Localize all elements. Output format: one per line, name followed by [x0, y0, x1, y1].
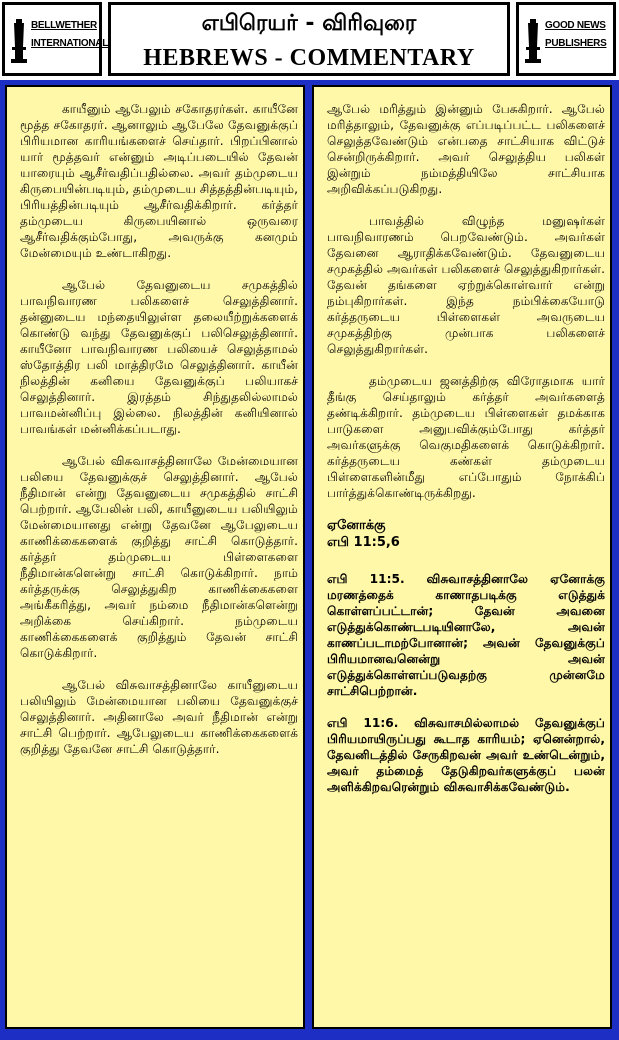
left-paragraph-1: காயீனும் ஆபேலும் சகோதரர்கள். காயீனே மூத்த சகோதரர். ஆனாலும் ஆபேலே தேவனுக்குப் பிரியமான காரியங்களைச் செய்தார். பிறப்பினால் யார் மூத்தவர் என்னும் அடிப்படையில் தேவன் யாரையும் ஆசீர்வதிப்பதில்லை. அவர் தம்முடைய கிருபையின்படியும், தம்முடைய சித்தத்தின்படியும், பிரியத்தின்படியும் ஆசீர்வதிக்கிறார். கர்த்தர் தம்முடைய கிருபையினால் ஒருவரை ஆசீர்வதிக்கும்போது, அவருக்கு கனமும் மேன்மையும் உண்டாகிறது. [20, 102, 298, 260]
verse-11-5: எபி 11:5. விசுவாசத்தினாலே ஏனோக்கு மரணத்தைக் காணாதபடிக்கு எடுத்துக் கொள்ளப்பட்டான்; தேவன் அவனை எடுத்துக்கொண்டபடியினாலே, அவன் காணப்படாமற்போனான்; அவன் தேவனுக்குப் பிரியமானவனென்று அவன் எடுத்துக்கொள்ளப்படுவதற்கு முன்னமே சாட்சிபெற்றான். [327, 572, 605, 698]
verse-11-6: எபி 11:6. விசுவாசமில்லாமல் தேவனுக்குப் பிரியமாயிருப்பது கூடாத காரியம்; ஏனென்றால், தேவனிடத்தில் சேருகிறவன் அவர் உண்டென்றும், அவர் தம்மைத் தேடுகிறவர்களுக்குப் பலன் அளிக்கிறவரென்றும் விசுவாசிக்கவேண்டும். [327, 716, 605, 794]
title-tamil: எபிரெயர் - விரிவுரை [201, 11, 417, 36]
left-logo-box [2, 2, 109, 76]
right-logo-line2: PUBLISHERS [545, 38, 607, 49]
bellwether-logo [11, 17, 108, 63]
left-logo-line2: INTERNATIONAL [31, 38, 109, 49]
good-news-logo-icon [525, 17, 541, 63]
right-column [312, 85, 612, 1029]
left-column [5, 85, 305, 1029]
left-paragraph-2: ஆபேல் தேவனுடைய சமுகத்தில் பாவநிவாரண பலிகளைச் செலுத்தினார். தன்னுடைய மந்தையிலுள்ள தலையீற்றுக்களைக் கொண்டு வந்து தேவனுக்குப் பலிசெலுத்தினார். காயீனோ பாவநிவாரண பலியைச் செலுத்தாமல் ஸ்தோத்திர பலி மாத்திரமே செலுத்தினார். காயீன் நிலத்தின் கனியை தேவனுக்குப் பலியாகச் செலுத்தினார். இரத்தம் சிந்துதலில்லாமல் பாவமன்னிப்பு இல்லை. நிலத்தின் கனியினால் பாவங்கள் மன்னிக்கப்படாது. [20, 278, 298, 436]
left-paragraph-3: ஆபேல் விசுவாசத்தினாலே மேன்மையான பலியை தேவனுக்குச் செலுத்தினார். ஆபேல் நீதிமான் என்று தேவனுடைய சமுகத்தில் சாட்சி பெற்றார். ஆபேலின் பலி, காயீனுடைய பலியிலும் மேன்மையானது என்று தேவனே ஆபேலுடைய காணிக்கைகளைக் குறித்து சாட்சி கொடுத்தார். கர்த்தர் தம்முடைய பிள்ளைகளை நீதிமான்களென்று சாட்சி கொடுக்கிறார். நாம் கர்த்தருக்கு செலுத்துகிற காணிக்கைகளை அங்கீகரித்து, அவர் நம்மை நீதிமான்களென்று அறிக்கை செய்கிறார். நம்முடைய காணிக்கைகளைக் குறித்தும் தேவன் சாட்சி கொடுக்கிறார். [20, 454, 298, 660]
section-heading [327, 517, 605, 551]
section-heading-title: ஏனோக்கு [327, 518, 386, 533]
title-english: HEBREWS - COMMENTARY [143, 45, 475, 71]
good-news-logo [525, 17, 606, 63]
section-heading-reference: எபி 11:5,6 [327, 535, 400, 550]
right-paragraph-2: பாவத்தில் விழுந்த மனுஷர்கள் பாவநிவாரணம் பெறவேண்டும். அவர்கள் தேவனை ஆராதிக்கவேண்டும். தேவனுடைய சமுகத்தில் அவர்கள் பலிகளைச் செலுத்துகிறார்கள். தேவன் தங்களை ஏற்றுக்கொள்வார் என்று நம்புகிறார்கள். இந்த நம்பிக்கையோடு கர்த்தருடைய பிள்ளைகள் அவருடைய சமுகத்திற்கு முன்பாக பலிகளைச் செலுத்துகிறார்கள். [327, 214, 605, 356]
right-logo-box [516, 2, 616, 76]
header [0, 0, 619, 78]
right-paragraph-1: ஆபேல் மரித்தும் இன்னும் பேசுகிறார். ஆபேல் மரித்தாலும், தேவனுக்கு எப்படிப்பட்ட பலிகளைச் செலுத்தவேண்டும் என்பதை சாட்சியாக விட்டுச் சென்றிருக்கிறார். அவர் செலுத்திய பலிகள் இன்றும் நம்மத்தியிலே சாட்சியாக அறிவிக்கப்படுகிறது. [327, 102, 605, 196]
left-paragraph-4: ஆபேல் விசுவாசத்தினாலே காயீனுடைய பலியிலும் மேன்மையான பலியை தேவனுக்குச் செலுத்தினார். அதினாலே அவர் நீதிமான் என்று சாட்சி பெற்றார். ஆபேலுடைய காணிக்கைகளைக் குறித்து தேவனே சாட்சி கொடுத்தார். [20, 678, 298, 756]
right-paragraph-3: தம்முடைய ஜனத்திற்கு விரோதமாக யார் தீங்கு செய்தாலும் கர்த்தர் அவர்களைத் தண்டிக்கிறார். தம்முடைய பிள்ளைகள் தமக்காக பாடுகளை அனுபவிக்கும்போது கர்த்தர் அவர்களுக்கு வெகுமதிகளைக் கொடுக்கிறார். கர்த்தருடைய கண்கள் தம்முடைய பிள்ளைகளின்மீது எப்போதும் நோக்கிப் பார்த்துக்கொண்டிருக்கிறது. [327, 374, 605, 500]
bellwether-logo-icon [11, 17, 27, 63]
content-frame [0, 80, 619, 1040]
left-logo-line1: BELLWETHER [31, 20, 97, 31]
right-logo-line1: GOOD NEWS [545, 20, 606, 31]
title-box [108, 2, 510, 76]
